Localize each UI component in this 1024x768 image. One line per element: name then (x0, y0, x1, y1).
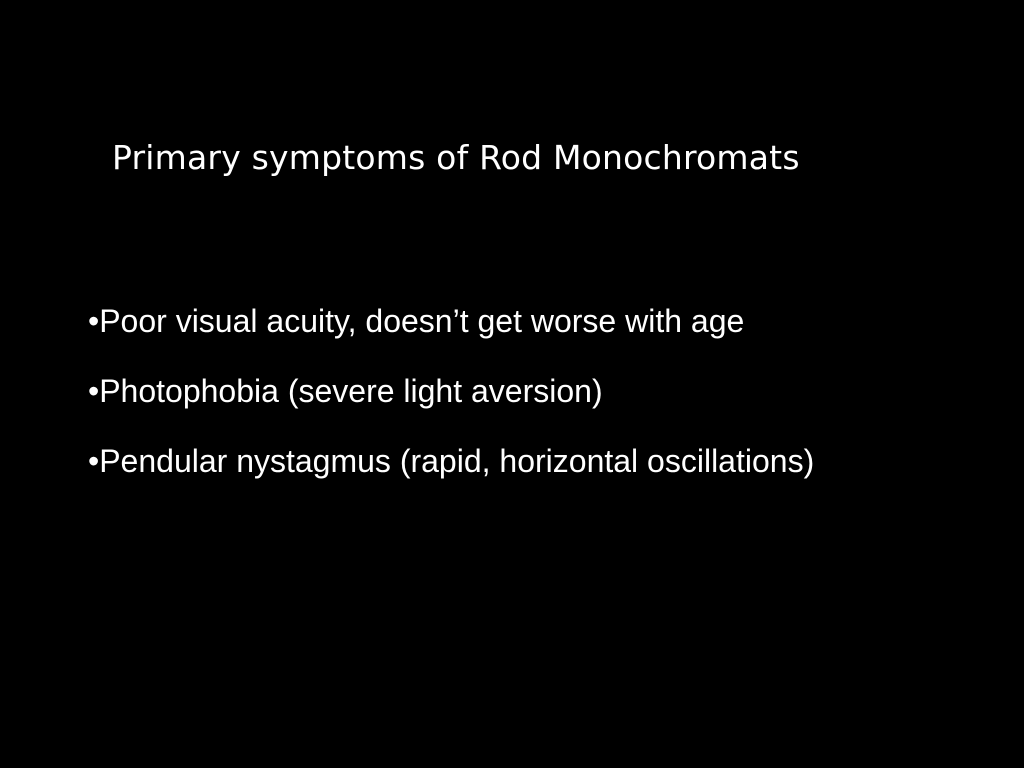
bullet-item-photophobia: •Photophobia (severe light aversion) (88, 373, 603, 409)
bullet-list (88, 298, 948, 508)
bullet-item-visual-acuity: •Poor visual acuity, doesn’t get worse with age (88, 303, 745, 339)
slide-title: Primary symptoms of Rod Monochromats (112, 138, 800, 177)
bullet-item-nystagmus: •Pendular nystagmus (rapid, horizontal oscillations) (88, 443, 815, 479)
